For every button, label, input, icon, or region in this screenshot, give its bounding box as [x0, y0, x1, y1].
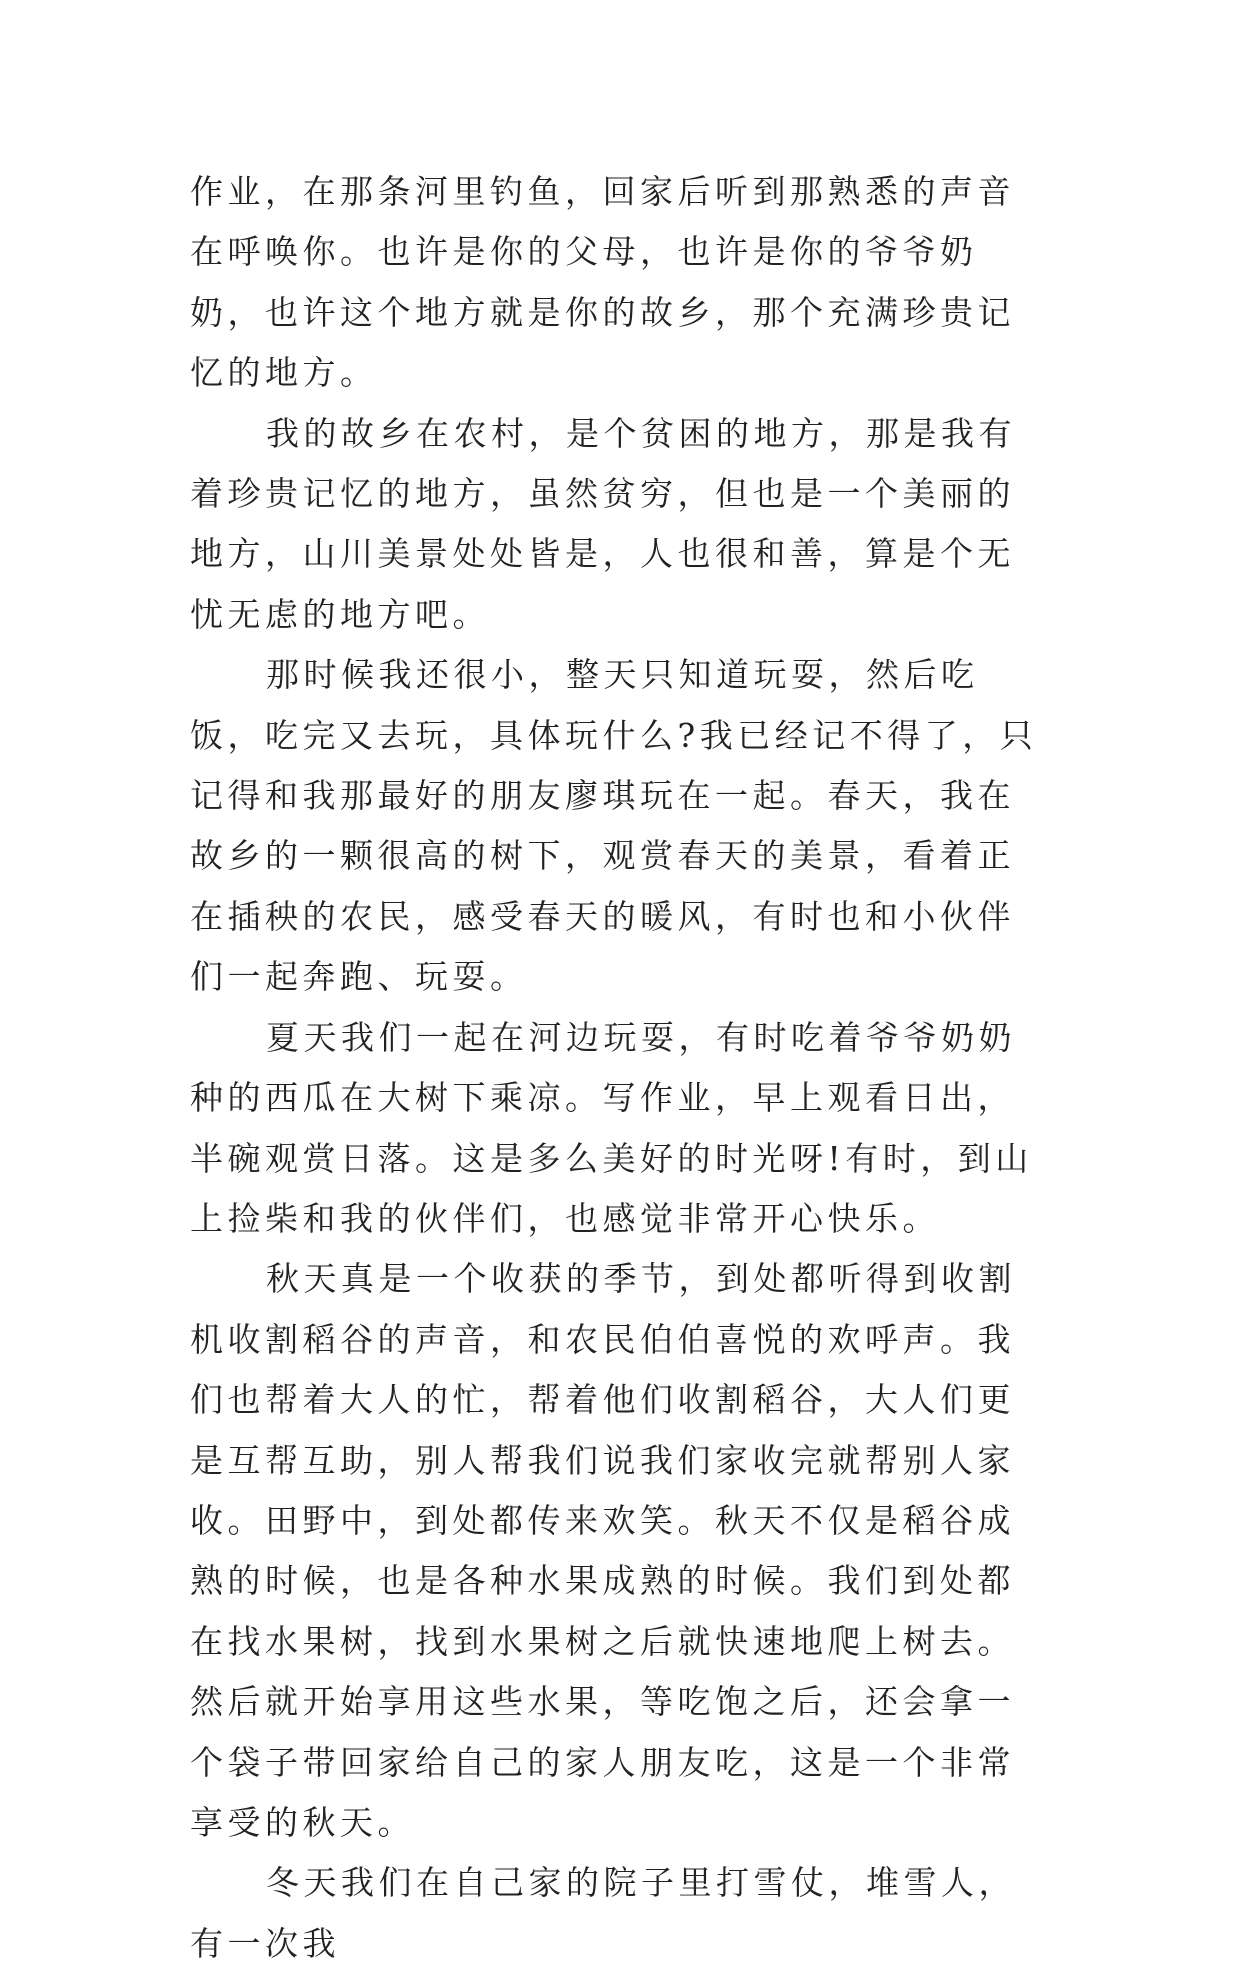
paragraph-1: 作业，在那条河里钓鱼，回家后听到那熟悉的声音在呼唤你。也许是你的父母，也许是你的爷爷奶奶，也许这个地方就是你的故乡，那个充满珍贵记忆的地方。	[190, 172, 1015, 393]
paragraph-4: 夏天我们一起在河边玩耍，有时吃着爷爷奶奶种的西瓜在大树下乘凉。写作业，早上观看日出，半碗观赏日落。这是多么美好的时光呀!有时，到山上捡柴和我的伙伴们，也感觉非常开心快乐。	[190, 1017, 1033, 1238]
paragraph-2: 我的故乡在农村，是个贫困的地方，那是我有着珍贵记忆的地方，虽然贫穷，但也是一个美丽的地方，山川美景处处皆是，人也很和善，算是个无忧无虑的地方吧。	[190, 413, 1016, 634]
paragraph-6: 冬天我们在自己家的院子里打雪仗，堆雪人，有一次我	[190, 1863, 1016, 1963]
document-body	[190, 162, 1050, 1974]
paragraph-5: 秋天真是一个收获的季节，到处都听得到收割机收割稻谷的声音，和农民伯伯喜悦的欢呼声。我们也帮着大人的忙，帮着他们收割稻谷，大人们更是互帮互助，别人帮我们说我们家收完就帮别人家收。田野中，到处都传来欢笑。秋天不仅是稻谷成熟的时候，也是各种水果成熟的时候。我们到处都在找水果树，找到水果树之后就快速地爬上树去。然后就开始享用这些水果，等吃饱之后，还会拿一个袋子带回家给自己的家人朋友吃，这是一个非常享受的秋天。	[190, 1259, 1016, 1842]
paragraph-3: 那时候我还很小，整天只知道玩耍，然后吃饭，吃完又去玩，具体玩什么?我已经记不得了，只记得和我那最好的朋友廖琪玩在一起。春天，我在故乡的一颗很高的树下，观赏春天的美景，看着正在插秧的农民，感受春天的暖风，有时也和小伙伴们一起奔跑、玩耍。	[190, 655, 1038, 997]
